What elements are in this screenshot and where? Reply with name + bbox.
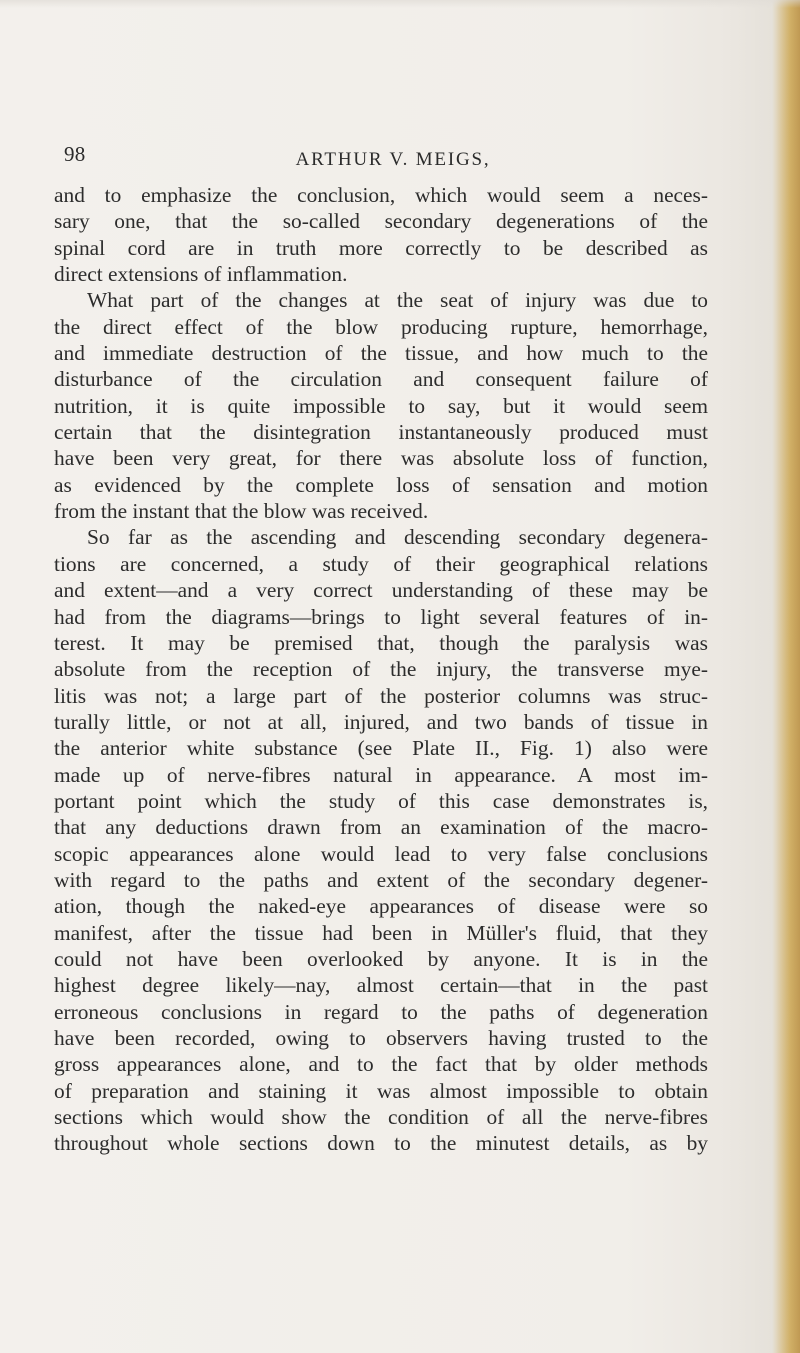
text-line: gross appearances alone, and to the fact that by older methods — [54, 1052, 708, 1077]
text-line: absolute from the reception of the injury, the transverse mye- — [54, 657, 708, 682]
text-line: as evidenced by the complete loss of sensation and motion — [54, 472, 708, 497]
body-text — [54, 182, 708, 1157]
page-top-edge — [0, 0, 800, 8]
text-line: direct extensions of inflammation. — [54, 262, 348, 287]
running-head: ARTHUR V. MEIGS, — [295, 149, 491, 170]
text-line: certain that the disintegration instantaneously produced must — [54, 420, 708, 445]
text-line: and immediate destruction of the tissue, and how much to the — [54, 341, 708, 366]
text-line: that any deductions drawn from an examination of the macro- — [54, 815, 708, 840]
paragraph-2 — [54, 287, 708, 524]
text-line: and to emphasize the conclusion, which would seem a neces- — [54, 183, 708, 207]
text-line: highest degree likely—nay, almost certain—that in the past — [54, 973, 708, 998]
text-line: have been recorded, owing to observers having trusted to the — [54, 1026, 708, 1050]
paragraph-1 — [54, 182, 708, 287]
text-line: of preparation and staining it was almost impossible to obtain — [54, 1078, 708, 1103]
page-number: 98 — [64, 142, 86, 166]
text-line: So far as the ascending and descending secondary degenera- — [87, 525, 708, 550]
text-line: manifest, after the tissue had been in Müller's fluid, that they — [54, 920, 708, 945]
text-line: tions are concerned, a study of their geographical relations — [54, 551, 708, 576]
text-line: have been very great, for there was absolute loss of function, — [54, 446, 708, 471]
text-line: spinal cord are in truth more correctly to be described as — [54, 235, 708, 260]
text-line: and extent—and a very correct understanding of these may be — [54, 578, 708, 603]
text-line: What part of the changes at the seat of injury was due to — [87, 288, 708, 313]
text-line: the direct effect of the blow producing rupture, hemorrhage, — [54, 314, 708, 339]
text-line: terest. It may be premised that, though the paralysis was — [54, 630, 708, 655]
text-line: from the instant that the blow was received. — [54, 499, 429, 524]
text-line: made up of nerve-fibres natural in appearance. A most im- — [54, 762, 708, 787]
text-line: scopic appearances alone would lead to very false conclusions — [54, 841, 708, 866]
text-line: portant point which the study of this case demonstrates is, — [54, 788, 708, 813]
text-line: erroneous conclusions in regard to the paths of degeneration — [54, 999, 708, 1024]
text-line: with regard to the paths and extent of the secondary degener- — [54, 867, 708, 892]
text-line: had from the diagrams—brings to light several features of in- — [54, 604, 708, 629]
text-line: litis was not; a large part of the posterior columns was struc- — [54, 683, 708, 708]
text-line: disturbance of the circulation and consequent failure of — [54, 367, 708, 392]
text-line: ation, though the naked-eye appearances of disease were so — [54, 894, 708, 919]
page-header — [0, 134, 760, 172]
paragraph-3 — [54, 524, 708, 1156]
text-line: throughout whole sections down to the minutest details, as by — [54, 1131, 708, 1156]
text-line: sections which would show the condition of all the nerve-fibres — [54, 1105, 708, 1130]
text-line: the anterior white substance (see Plate II., Fig. 1) also were — [54, 736, 708, 761]
text-line: nutrition, it is quite impossible to say, but it would seem — [54, 393, 708, 418]
text-line: could not have been overlooked by anyone. It is in the — [54, 946, 708, 971]
text-line: sary one, that the so-called secondary degenerations of the — [54, 209, 708, 234]
page-edge-shadow — [776, 0, 800, 1353]
text-line: turally little, or not at all, injured, and two bands of tissue in — [54, 709, 708, 734]
